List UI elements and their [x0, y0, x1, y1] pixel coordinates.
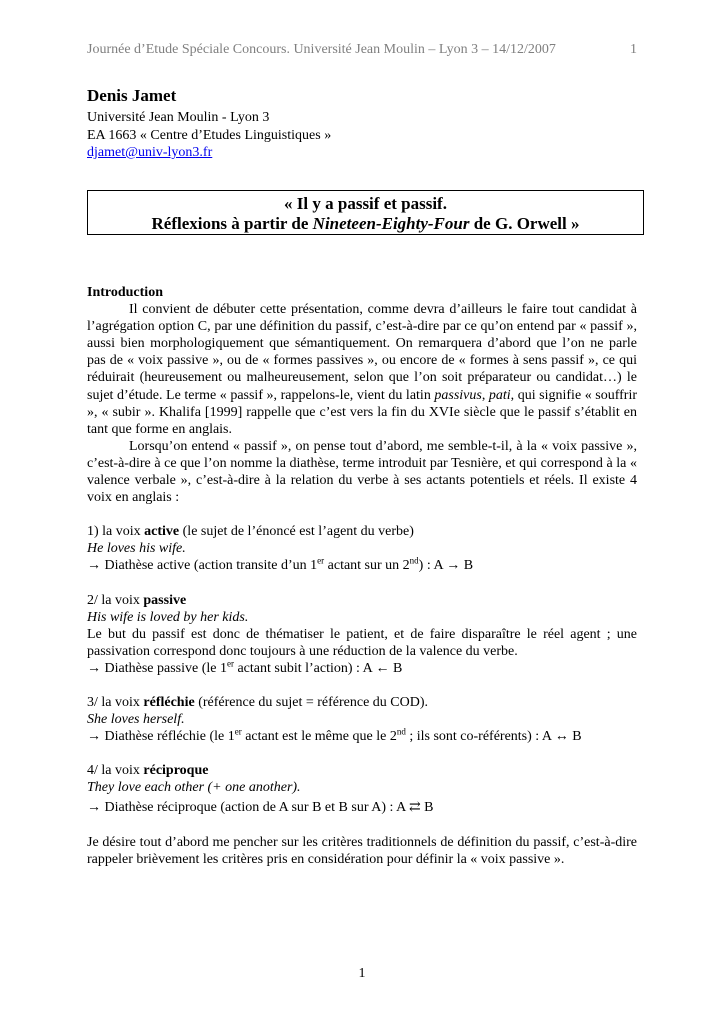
voice-active-example: He loves his wife.: [87, 541, 186, 557]
voice-prefix: 4/ la voix: [87, 763, 144, 779]
p1-italic-2: pati: [488, 387, 511, 403]
title-box: [87, 190, 644, 235]
header-text: Journée d’Etude Spéciale Concours. Université Jean Moulin – Lyon 3 – 14/12/2007: [87, 42, 556, 57]
voice-name: passive: [143, 592, 187, 608]
p1-text-3: , qui signifie « souffrir », « subir ». Khalifa [1999] rappelle que c’est vers la fin du XVIe siècle que le passif s’établit en tant que forme en anglais.: [87, 387, 637, 437]
page-header: [87, 42, 637, 58]
voice-passive-heading: [87, 592, 637, 609]
voice-name: active: [144, 524, 180, 540]
p1-italic-1: passivus: [434, 387, 482, 403]
diathese-text: → Diathèse réfléchie (le 1: [87, 729, 235, 745]
voice-prefix: 1) la voix: [87, 524, 145, 540]
voice-prefix: 3/ la voix: [87, 694, 144, 710]
author-block: [87, 86, 331, 162]
superscript: er: [317, 555, 325, 566]
title-book: Nineteen-Eighty-Four: [312, 214, 470, 233]
voice-prefix: 2/ la voix: [87, 592, 144, 608]
diathese-text: ) : A → B: [418, 558, 474, 574]
diathese-text: ; ils sont co-référents) : A ↔ B: [405, 729, 582, 745]
document-body: [87, 284, 637, 868]
p1-text-2: ,: [481, 387, 489, 403]
superscript: er: [226, 658, 234, 669]
section-heading: Introduction: [87, 285, 163, 300]
superscript: nd: [409, 555, 419, 566]
voice-active-heading: [87, 523, 637, 540]
author-affiliation: Université Jean Moulin - Lyon 3: [87, 110, 270, 125]
author-name: Denis Jamet: [87, 86, 177, 105]
footer-page-number: 1: [358, 966, 366, 981]
p1-text-1: Il convient de débuter cette présentation, comme devra d’ailleurs le faire tout candidat à l’agrégation option C, par une définition du passif, c’est-à-dire par ce qu’on entend par « passif », aussi bien morphologiquement que sémantiquement. On remarquera d’abord que l’on ne parle pas de « voix passive », ou de « formes passives », ou encore de « formes à sens passif », ce qui réduirait (heureusement ou malheureusement, selon que l’on soit préparateur ou candidat…) le sujet d’étude. Le terme « passif », rappelons-le, vient du latin: [87, 302, 637, 403]
voice-reflexive-heading: [87, 694, 637, 711]
superscript: er: [234, 726, 242, 737]
superscript: nd: [396, 726, 406, 737]
diathese-text: → Diathèse passive (le 1: [87, 660, 227, 676]
voice-active-diathese: [87, 557, 637, 574]
diathese-text: actant est le même que le 2: [241, 729, 397, 745]
voice-reflexive-example: She loves herself.: [87, 712, 185, 728]
diathese-text: → Diathèse active (action transite d’un 1: [87, 558, 318, 574]
title-suffix: de G. Orwell »: [469, 214, 580, 233]
author-email-link[interactable]: djamet@univ-lyon3.fr: [87, 145, 213, 160]
paragraph-1: [87, 301, 637, 438]
voice-reciprocal-example: They love each other (+ one another).: [87, 780, 301, 796]
voice-name: réciproque: [143, 763, 209, 779]
voice-reflexive-diathese: [87, 728, 637, 745]
diathese-text: actant sur un 2: [324, 558, 410, 574]
voice-reciprocal-diathese: → Diathèse réciproque (action de A sur B et B sur A) : A ⇄ B: [87, 800, 434, 816]
voice-passive-diathese: [87, 660, 637, 677]
voice-suffix: (le sujet de l’énoncé est l’agent du verbe): [179, 524, 414, 540]
header-page-number: 1: [630, 42, 637, 57]
voice-suffix: (référence du sujet = référence du COD).: [194, 694, 429, 710]
voice-reciprocal-heading: [87, 762, 637, 779]
paragraph-2: Lorsqu’on entend « passif », on pense tout d’abord, me semble-t-il, à la « voix passive », c’est-à-dire à ce que l’on nomme la diathèse, terme introduit par Tesnière, et qui correspond à la « valence verbale », c’est-à-dire à la relation du verbe à ses actants potentiels et réels. Il existe 4 voix en anglais :: [87, 438, 637, 506]
title-line-2: [88, 214, 643, 234]
title-prefix: Réflexions à partir de: [151, 214, 313, 233]
title-line-1: « Il y a passif et passif.: [284, 194, 447, 213]
diathese-text: actant subit l’action) : A ← B: [233, 660, 403, 676]
voice-passive-example: His wife is loved by her kids.: [87, 609, 249, 625]
voice-passive-explanation: Le but du passif est donc de thématiser le patient, et de faire disparaître le réel agent ; une passivation correspond donc toujours à une réduction de la valence du verbe.: [87, 626, 637, 659]
voice-name: réfléchie: [143, 694, 195, 710]
closing-paragraph: Je désire tout d’abord me pencher sur les critères traditionnels de définition du passif, c’est-à-dire rappeler brièvement les critères pris en considération pour définir la « voix passive ».: [87, 834, 637, 867]
author-lab: EA 1663 « Centre d’Etudes Linguistiques »: [87, 127, 332, 143]
